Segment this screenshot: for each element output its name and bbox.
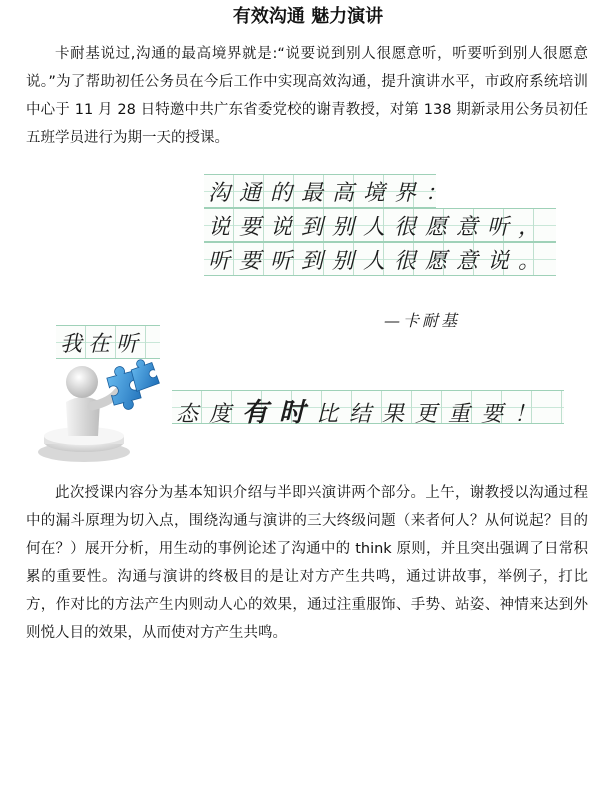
listening-label: 我在听: [60, 332, 145, 357]
intro-paragraph: 卡耐基说过,沟通的最高境界就是:“说要说到别人很愿意听，听要听到别人很愿意说。”为了帮助初任公务员在今后工作中实现高效沟通，提升演讲水平，市政府系统培训中心于 11 月 28 日特邀中共广东省委党校的谢青教授，对第 138 期新录用公务员初任五班学员进行为期一天的授课。: [26, 46, 588, 146]
page-title: 有效沟通 魅力演讲: [232, 6, 384, 27]
attitude-line: [176, 392, 547, 429]
attitude-pre: 态度: [176, 402, 243, 427]
body-paragraph: 此次授课内容分为基本知识介绍与半即兴演讲两个部分。上午，谢教授以沟通过程中的漏斗原理为切入点，围绕沟通与演讲的三大终级问题（来者何人？从何说起？目的何在？）展开分析，用生动的事例论述了沟通中的 think 原则，并且突出强调了日常积累的重要性。沟通与演讲的终极目的是让对方产生共鸣，通过讲故事，举例子，打比方，作对比的方法产生内则动人心的效果，通过注重服饰、手势、站姿、神情来达到外则悦人目的效果，从而使对方产生共鸣。: [26, 485, 588, 641]
quote-line-3: 听要听到别人很愿意说。: [208, 249, 550, 274]
attitude-emphasis: 有时: [242, 398, 317, 428]
quote-illustration: [26, 162, 586, 470]
quote-line-2: 说要说到别人很愿意听，: [208, 215, 550, 240]
figure-with-puzzle-icon: [32, 352, 162, 464]
quote-line-1: 沟通的最高境界：: [208, 181, 457, 206]
quote-signature: —卡耐基: [384, 311, 461, 330]
attitude-post: 比结果更重要！: [316, 402, 548, 427]
